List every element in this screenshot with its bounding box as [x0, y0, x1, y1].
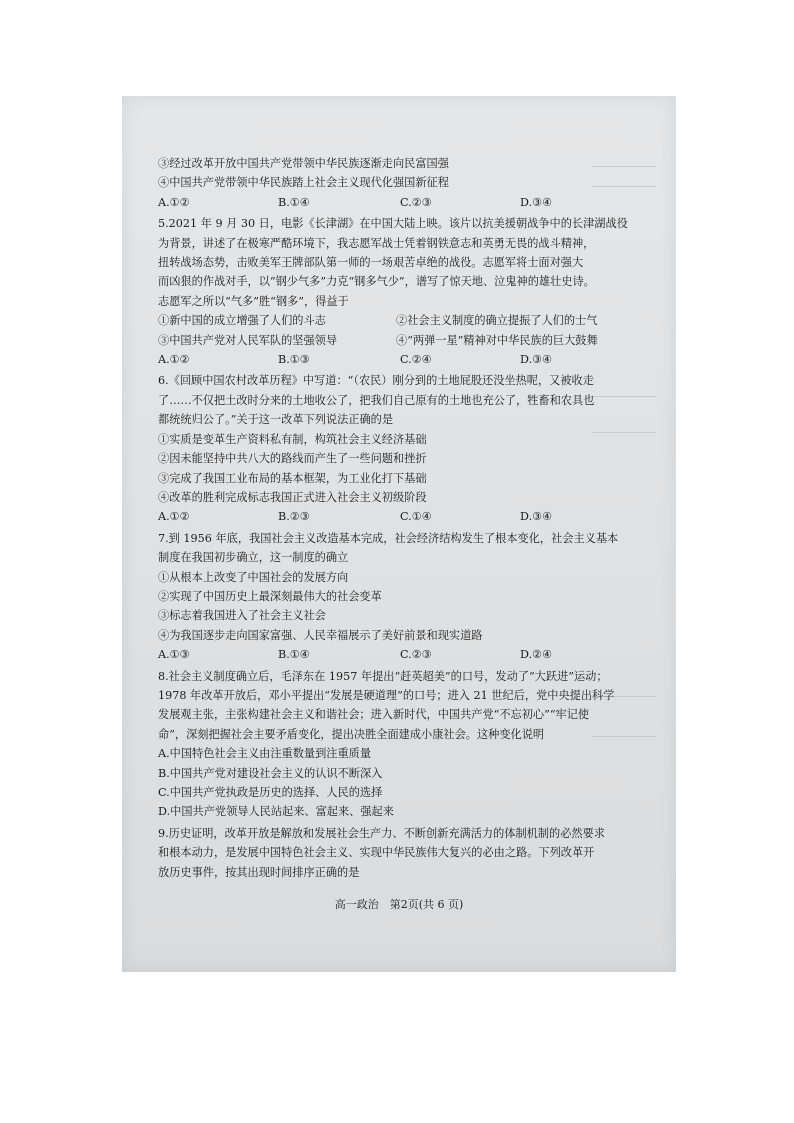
- option-a: A.①③: [158, 648, 190, 662]
- item: ③完成了我国工业布局的基本框架，为工业化打下基础: [158, 471, 427, 485]
- option-b: B.中国共产党对建设社会主义的认识不断深入: [158, 766, 383, 780]
- item: ④为我国逐步走向国家富强、人民幸福展示了美好前景和现实道路: [158, 628, 483, 642]
- option-d: D.②④: [520, 648, 553, 662]
- stem-line: 6.《回顾中国农村改革历程》中写道：“（农民）刚分到的土地屁股还没坐热呢，又被收走: [158, 374, 594, 388]
- question-9: [158, 824, 658, 882]
- option-b: B.②③: [278, 510, 310, 524]
- stem-line: 而凶狠的作战对手，以“钢少气多”力克“钢多气少”，谱写了惊天地、泣鬼神的雄壮史诗。: [158, 275, 595, 289]
- option-a: A.中国特色社会主义由注重数量到注重质量: [158, 747, 372, 761]
- item: ④中国共产党带领中华民族踏上社会主义现代化强国新征程: [158, 176, 449, 190]
- option-c: C.中国共产党执政是历史的选择、人民的选择: [158, 786, 383, 799]
- option-c: C.②④: [400, 353, 432, 367]
- item: ④改革的胜利完成标志我国正式进入社会主义初级阶段: [158, 490, 427, 504]
- stem-line: 发展观主张，主张构建社会主义和谐社会；进入新时代，中国共产党“不忘初心”“牢记使: [158, 708, 590, 722]
- option-c: C.①④: [400, 510, 432, 524]
- option-d: D.③④: [520, 195, 553, 209]
- stem-line: 都统统归公了。”关于这一改革下列说法正确的是: [158, 413, 394, 427]
- item: ②社会主义制度的确立提振了人们的士气: [396, 314, 598, 328]
- option-d: D.中国共产党领导人民站起来、富起来、强起来: [158, 805, 394, 819]
- stem-line: 9.历史证明，改革开放是解放和发展社会生产力、不断创新充满活力的体制机制的必然要求: [158, 826, 605, 840]
- item: ②实现了中国历史上最深刻最伟大的社会变革: [158, 589, 382, 603]
- stem-line: 5.2021 年 9 月 30 日，电影《长津湖》在中国大陆上映。该片以抗美援朝战争中的长津湖战役: [158, 217, 628, 231]
- option-b: B.①④: [278, 648, 310, 662]
- item: ①从根本上改变了中国社会的发展方向: [158, 570, 349, 584]
- question-8: [158, 667, 658, 822]
- item: ①新中国的成立增强了人们的斗志: [158, 314, 326, 328]
- item-row: [158, 311, 658, 330]
- answer-options: [158, 350, 658, 369]
- stem-line: 了……不仅把土改时分来的土地收公了，把我们自己原有的土地也充公了，牲畜和农具也: [158, 393, 595, 407]
- stem-line: 为背景，讲述了在极寒严酷环境下，我志愿军战士凭着钢铁意志和英勇无畏的战斗精神，: [158, 236, 595, 250]
- page-footer: 高一政治 第2页(共 6 页): [334, 898, 464, 911]
- answer-options: [158, 645, 658, 664]
- item: ③标志着我国进入了社会主义社会: [158, 609, 326, 623]
- option-a: A.①②: [158, 353, 190, 367]
- item-row: [158, 331, 658, 350]
- item: ②因未能坚持中共八大的路线而产生了一些问题和挫折: [158, 452, 427, 466]
- questions-body: [158, 154, 658, 882]
- question-4-tail: [158, 154, 658, 212]
- option-b: B.①④: [278, 195, 310, 209]
- question-7: [158, 529, 658, 665]
- option-d: D.③④: [520, 510, 553, 524]
- stem-line: 扭转战场态势，击败美军王牌部队第一师的一场艰苦卓绝的战役。志愿军将士面对强大: [158, 256, 584, 270]
- option-c: C.②③: [400, 648, 432, 662]
- stem-line: 志愿军之所以“气多”胜“钢多”，得益于: [158, 294, 349, 308]
- stem-line: 放历史事件，按其出现时间排序正确的是: [158, 865, 360, 879]
- stem-line: 命”，深刻把握社会主要矛盾变化，提出决胜全面建成小康社会。这种变化说明: [158, 727, 545, 741]
- item: ④“两弹一星”精神对中华民族的巨大鼓舞: [396, 333, 598, 347]
- answer-options: [158, 193, 658, 212]
- option-d: D.③④: [520, 353, 553, 367]
- question-5: [158, 214, 658, 369]
- stem-line: 和根本动力，是发展中国特色社会主义、实现中华民族伟大复兴的必由之路。下列改革开: [158, 846, 595, 860]
- question-6: [158, 371, 658, 526]
- stem-line: 7.到 1956 年底，我国社会主义改造基本完成，社会经济结构发生了根本变化，社会主义基本: [158, 531, 619, 545]
- stem-line: 制度在我国初步确立，这一制度的确立: [158, 551, 349, 565]
- item: ③经过改革开放中国共产党带领中华民族逐渐走向民富国强: [158, 157, 449, 170]
- item: ③中国共产党对人民军队的坚强领导: [158, 333, 338, 347]
- option-a: A.①②: [158, 510, 190, 524]
- exam-page: [122, 96, 676, 972]
- option-a: A.①②: [158, 195, 190, 209]
- stem-line: 8.社会主义制度确立后，毛泽东在 1957 年提出“赶英超美”的口号，发动了“大跃进”运动；: [158, 669, 608, 683]
- answer-options: [158, 507, 658, 526]
- stem-line: 1978 年改革开放后，邓小平提出“发展是硬道理”的口号；进入 21 世纪后，党中央提出科学: [158, 688, 615, 702]
- option-c: C.②③: [400, 195, 432, 209]
- option-b: B.①③: [278, 353, 310, 367]
- item: ①实质是变革生产资料私有制，构筑社会主义经济基础: [158, 432, 427, 446]
